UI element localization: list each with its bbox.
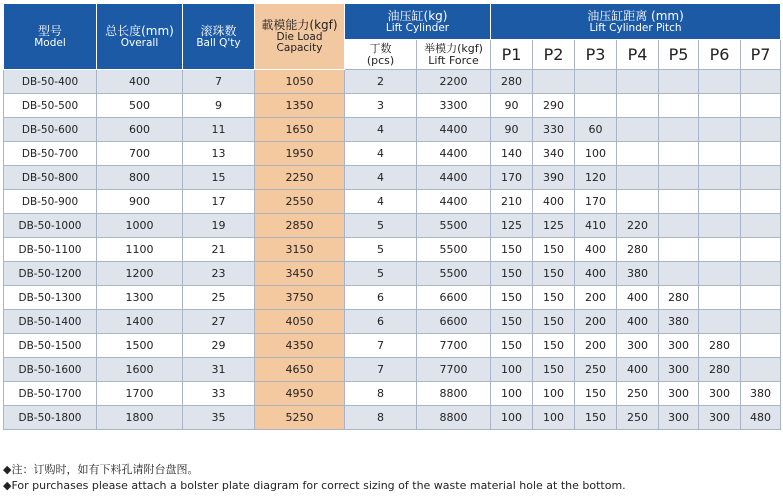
- capacity-cell: 4050: [255, 310, 345, 334]
- model-cell: DB-50-1600: [4, 358, 97, 382]
- pitch-p4-cell: 380: [617, 262, 659, 286]
- table-row: [4, 118, 781, 142]
- capacity-cell: 1050: [255, 70, 345, 94]
- table-header: [4, 4, 781, 70]
- overall-cell: 800: [97, 166, 183, 190]
- model-cell: DB-50-1400: [4, 310, 97, 334]
- pitch-p4-cell: [617, 94, 659, 118]
- capacity-cell: 4650: [255, 358, 345, 382]
- pitch-p6-cell: [699, 262, 741, 286]
- pcs-cell: 8: [345, 382, 417, 406]
- ball-qty-cell: 33: [183, 382, 255, 406]
- pitch-p3-cell: 400: [575, 238, 617, 262]
- pitch-p5-cell: 380: [659, 310, 699, 334]
- pitch-p1-cell: 100: [491, 382, 533, 406]
- pitch-p3-cell: 150: [575, 406, 617, 430]
- overall-cell: 900: [97, 190, 183, 214]
- pitch-p7-cell: [741, 166, 781, 190]
- overall-cell: 500: [97, 94, 183, 118]
- header-lift-cylinder-en: Lift Cylinder: [385, 21, 450, 34]
- pitch-p4-cell: 250: [617, 406, 659, 430]
- lift-force-cell: 5500: [417, 214, 491, 238]
- pitch-p2-cell: 150: [533, 262, 575, 286]
- capacity-cell: 4350: [255, 334, 345, 358]
- table-row: [4, 70, 781, 94]
- header-ball-en: Ball Q'ty: [196, 36, 241, 49]
- pcs-cell: 4: [345, 166, 417, 190]
- header-capacity-en1: Die Load: [276, 31, 323, 43]
- capacity-cell: 3150: [255, 238, 345, 262]
- ball-qty-cell: 27: [183, 310, 255, 334]
- capacity-cell: 2250: [255, 166, 345, 190]
- pcs-cell: 6: [345, 310, 417, 334]
- pitch-p6-cell: [699, 94, 741, 118]
- pitch-p4-cell: [617, 142, 659, 166]
- lift-force-cell: 6600: [417, 310, 491, 334]
- pcs-cell: 4: [345, 118, 417, 142]
- pitch-p5-cell: [659, 70, 699, 94]
- pitch-p3-cell: [575, 94, 617, 118]
- header-lift-cylinder-zh: 油压缸(kg): [387, 8, 448, 23]
- pitch-p5-cell: [659, 262, 699, 286]
- pitch-p6-cell: [699, 70, 741, 94]
- capacity-cell: 1350: [255, 94, 345, 118]
- pcs-cell: 3: [345, 94, 417, 118]
- pcs-cell: 7: [345, 334, 417, 358]
- pitch-p5-cell: [659, 214, 699, 238]
- pitch-p4-cell: 220: [617, 214, 659, 238]
- pitch-p1-cell: 150: [491, 334, 533, 358]
- pitch-p7-cell: [741, 262, 781, 286]
- spec-table: [3, 3, 781, 430]
- header-pcs-zh: 丁数: [369, 41, 392, 55]
- table-row: [4, 94, 781, 118]
- capacity-cell: 2850: [255, 214, 345, 238]
- pitch-p3-cell: 100: [575, 142, 617, 166]
- table-row: [4, 190, 781, 214]
- ball-qty-cell: 25: [183, 286, 255, 310]
- header-capacity-en2: Capacity: [276, 42, 323, 54]
- model-cell: DB-50-700: [4, 142, 97, 166]
- capacity-cell: 2550: [255, 190, 345, 214]
- note-zh: ◆注：订购时，如有下料孔请附台盘图。: [3, 463, 199, 476]
- model-cell: DB-50-400: [4, 70, 97, 94]
- header-capacity-zh: 載模能力(kgf): [261, 18, 338, 32]
- pitch-p7-cell: [741, 142, 781, 166]
- header-model-zh: 型号: [37, 23, 62, 38]
- pitch-p2-cell: 125: [533, 214, 575, 238]
- ball-qty-cell: 9: [183, 94, 255, 118]
- pitch-p6-cell: [699, 286, 741, 310]
- pitch-p5-cell: [659, 190, 699, 214]
- overall-cell: 400: [97, 70, 183, 94]
- pitch-p4-cell: 280: [617, 238, 659, 262]
- ball-qty-cell: 29: [183, 334, 255, 358]
- pitch-p5-cell: [659, 94, 699, 118]
- header-pcs-en: (pcs): [366, 53, 395, 67]
- pitch-p4-cell: [617, 70, 659, 94]
- pitch-p3-cell: 400: [575, 262, 617, 286]
- header-lift-cylinder: [345, 4, 491, 40]
- header-overall-en: Overall: [120, 36, 159, 49]
- overall-cell: 1700: [97, 382, 183, 406]
- pitch-p7-cell: [741, 70, 781, 94]
- pitch-p1-cell: 90: [491, 118, 533, 142]
- pitch-p2-cell: 340: [533, 142, 575, 166]
- pitch-p2-cell: 400: [533, 190, 575, 214]
- overall-cell: 1400: [97, 310, 183, 334]
- ball-qty-cell: 15: [183, 166, 255, 190]
- pitch-p7-cell: [741, 94, 781, 118]
- pitch-p1-cell: 100: [491, 406, 533, 430]
- table-row: [4, 406, 781, 430]
- pitch-p7-cell: [741, 286, 781, 310]
- pitch-p5-cell: 280: [659, 286, 699, 310]
- header-ball-zh: 滚珠数: [200, 23, 237, 38]
- lift-force-cell: 7700: [417, 334, 491, 358]
- ball-qty-cell: 19: [183, 214, 255, 238]
- ball-qty-cell: 31: [183, 358, 255, 382]
- overall-cell: 1600: [97, 358, 183, 382]
- header-p1: P1: [491, 40, 533, 70]
- lift-force-cell: 4400: [417, 190, 491, 214]
- header-p7: P7: [741, 40, 781, 70]
- pitch-p1-cell: 90: [491, 94, 533, 118]
- overall-cell: 1200: [97, 262, 183, 286]
- model-cell: DB-50-800: [4, 166, 97, 190]
- pitch-p6-cell: [699, 238, 741, 262]
- header-force-zh: 举模力(kgf): [424, 41, 483, 55]
- pitch-p6-cell: [699, 190, 741, 214]
- lift-force-cell: 4400: [417, 118, 491, 142]
- pitch-p2-cell: 290: [533, 94, 575, 118]
- lift-force-cell: 8800: [417, 382, 491, 406]
- pitch-p2-cell: 150: [533, 286, 575, 310]
- table-row: [4, 262, 781, 286]
- header-pcs: [345, 40, 417, 70]
- model-cell: DB-50-1000: [4, 214, 97, 238]
- capacity-cell: 1950: [255, 142, 345, 166]
- lift-force-cell: 5500: [417, 238, 491, 262]
- pitch-p1-cell: 280: [491, 70, 533, 94]
- pitch-p7-cell: 380: [741, 382, 781, 406]
- lift-force-cell: 4400: [417, 142, 491, 166]
- pitch-p6-cell: [699, 118, 741, 142]
- header-model: [4, 4, 97, 70]
- capacity-cell: 5250: [255, 406, 345, 430]
- overall-cell: 1000: [97, 214, 183, 238]
- pcs-cell: 2: [345, 70, 417, 94]
- pitch-p3-cell: 200: [575, 286, 617, 310]
- pitch-p5-cell: 300: [659, 358, 699, 382]
- model-cell: DB-50-1200: [4, 262, 97, 286]
- pitch-p1-cell: 125: [491, 214, 533, 238]
- lift-force-cell: 5500: [417, 262, 491, 286]
- overall-cell: 1500: [97, 334, 183, 358]
- pitch-p6-cell: 280: [699, 334, 741, 358]
- table-row: [4, 334, 781, 358]
- header-ball-qty: [183, 4, 255, 70]
- capacity-cell: 4950: [255, 382, 345, 406]
- model-cell: DB-50-1100: [4, 238, 97, 262]
- ball-qty-cell: 11: [183, 118, 255, 142]
- table-row: [4, 310, 781, 334]
- pitch-p6-cell: 280: [699, 358, 741, 382]
- pitch-p5-cell: [659, 118, 699, 142]
- ball-qty-cell: 13: [183, 142, 255, 166]
- table-row: [4, 166, 781, 190]
- overall-cell: 700: [97, 142, 183, 166]
- ball-qty-cell: 7: [183, 70, 255, 94]
- pcs-cell: 5: [345, 214, 417, 238]
- pitch-p1-cell: 170: [491, 166, 533, 190]
- pitch-p2-cell: 390: [533, 166, 575, 190]
- pitch-p6-cell: [699, 310, 741, 334]
- pitch-p4-cell: 400: [617, 310, 659, 334]
- pcs-cell: 8: [345, 406, 417, 430]
- table-row: [4, 142, 781, 166]
- pitch-p2-cell: 150: [533, 358, 575, 382]
- pitch-p1-cell: 150: [491, 286, 533, 310]
- pitch-p4-cell: [617, 190, 659, 214]
- header-model-en: Model: [34, 36, 66, 49]
- overall-cell: 1100: [97, 238, 183, 262]
- pcs-cell: 4: [345, 190, 417, 214]
- lift-force-cell: 3300: [417, 94, 491, 118]
- pitch-p2-cell: 100: [533, 382, 575, 406]
- pitch-p3-cell: 150: [575, 382, 617, 406]
- pitch-p2-cell: 100: [533, 406, 575, 430]
- lift-force-cell: 2200: [417, 70, 491, 94]
- pcs-cell: 4: [345, 142, 417, 166]
- pitch-p3-cell: 250: [575, 358, 617, 382]
- table-row: [4, 382, 781, 406]
- pitch-p1-cell: 150: [491, 262, 533, 286]
- pitch-p3-cell: 200: [575, 334, 617, 358]
- model-cell: DB-50-1800: [4, 406, 97, 430]
- pitch-p7-cell: [741, 358, 781, 382]
- overall-cell: 1300: [97, 286, 183, 310]
- pitch-p5-cell: 300: [659, 406, 699, 430]
- header-force: [417, 40, 491, 70]
- pitch-p4-cell: [617, 166, 659, 190]
- header-p2: P2: [533, 40, 575, 70]
- header-p6: P6: [699, 40, 741, 70]
- pitch-p4-cell: 400: [617, 286, 659, 310]
- header-p5: P5: [659, 40, 699, 70]
- lift-force-cell: 6600: [417, 286, 491, 310]
- pitch-p7-cell: 480: [741, 406, 781, 430]
- ball-qty-cell: 35: [183, 406, 255, 430]
- model-cell: DB-50-500: [4, 94, 97, 118]
- table-row: [4, 358, 781, 382]
- model-cell: DB-50-1500: [4, 334, 97, 358]
- header-pitch-zh: 油压缸距离 (mm): [587, 8, 684, 23]
- pitch-p4-cell: 300: [617, 334, 659, 358]
- pitch-p5-cell: [659, 238, 699, 262]
- pitch-p3-cell: 200: [575, 310, 617, 334]
- header-p3: P3: [575, 40, 617, 70]
- table-row: [4, 286, 781, 310]
- pitch-p7-cell: [741, 214, 781, 238]
- model-cell: DB-50-1700: [4, 382, 97, 406]
- pitch-p7-cell: [741, 190, 781, 214]
- header-capacity: [255, 4, 345, 70]
- pitch-p1-cell: 210: [491, 190, 533, 214]
- pitch-p1-cell: 140: [491, 142, 533, 166]
- capacity-cell: 3450: [255, 262, 345, 286]
- header-force-en: Lift Force: [428, 53, 479, 67]
- model-cell: DB-50-600: [4, 118, 97, 142]
- table-row: [4, 214, 781, 238]
- header-overall-zh: 总长度(mm): [105, 23, 174, 38]
- pitch-p3-cell: 60: [575, 118, 617, 142]
- model-cell: DB-50-1300: [4, 286, 97, 310]
- pitch-p2-cell: 330: [533, 118, 575, 142]
- pitch-p7-cell: [741, 310, 781, 334]
- pitch-p3-cell: 410: [575, 214, 617, 238]
- table-body: [4, 70, 781, 430]
- pitch-p3-cell: 120: [575, 166, 617, 190]
- table-row: [4, 238, 781, 262]
- pitch-p2-cell: 150: [533, 238, 575, 262]
- pitch-p5-cell: [659, 166, 699, 190]
- pitch-p4-cell: 400: [617, 358, 659, 382]
- pitch-p2-cell: 150: [533, 334, 575, 358]
- pitch-p5-cell: 300: [659, 334, 699, 358]
- pitch-p3-cell: [575, 70, 617, 94]
- pcs-cell: 7: [345, 358, 417, 382]
- overall-cell: 600: [97, 118, 183, 142]
- lift-force-cell: 7700: [417, 358, 491, 382]
- lift-force-cell: 4400: [417, 166, 491, 190]
- pitch-p4-cell: 250: [617, 382, 659, 406]
- pitch-p6-cell: [699, 214, 741, 238]
- pitch-p7-cell: [741, 334, 781, 358]
- pitch-p2-cell: [533, 70, 575, 94]
- overall-cell: 1800: [97, 406, 183, 430]
- pitch-p6-cell: 300: [699, 382, 741, 406]
- pcs-cell: 5: [345, 238, 417, 262]
- pitch-p7-cell: [741, 118, 781, 142]
- pitch-p1-cell: 150: [491, 310, 533, 334]
- pitch-p6-cell: [699, 166, 741, 190]
- pitch-p7-cell: [741, 238, 781, 262]
- pitch-p2-cell: 150: [533, 310, 575, 334]
- pitch-p5-cell: [659, 142, 699, 166]
- pitch-p4-cell: [617, 118, 659, 142]
- header-pitch: [491, 4, 781, 40]
- pitch-p1-cell: 100: [491, 358, 533, 382]
- header-pitch-en: Lift Cylinder Pitch: [589, 21, 682, 34]
- capacity-cell: 3750: [255, 286, 345, 310]
- pitch-p6-cell: 300: [699, 406, 741, 430]
- header-overall: [97, 4, 183, 70]
- header-p4: P4: [617, 40, 659, 70]
- ball-qty-cell: 23: [183, 262, 255, 286]
- capacity-cell: 1650: [255, 118, 345, 142]
- pcs-cell: 5: [345, 262, 417, 286]
- pitch-p6-cell: [699, 142, 741, 166]
- ball-qty-cell: 21: [183, 238, 255, 262]
- pcs-cell: 6: [345, 286, 417, 310]
- note-en: ◆For purchases please attach a bolster plate diagram for correct sizing of the waste material hole at the bottom.: [3, 479, 626, 492]
- ball-qty-cell: 17: [183, 190, 255, 214]
- footnotes: [3, 462, 626, 494]
- model-cell: DB-50-900: [4, 190, 97, 214]
- lift-force-cell: 8800: [417, 406, 491, 430]
- pitch-p5-cell: 300: [659, 382, 699, 406]
- pitch-p1-cell: 150: [491, 238, 533, 262]
- pitch-p3-cell: 170: [575, 190, 617, 214]
